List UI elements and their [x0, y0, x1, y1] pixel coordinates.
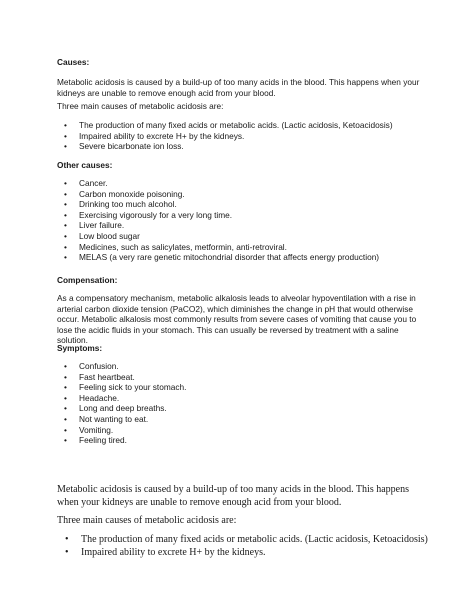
bullet-icon: • — [64, 371, 67, 382]
list-item: • Carbon monoxide poisoning. — [64, 188, 185, 199]
list-item: • Exercising vigorously for a very long time. — [64, 209, 233, 220]
bullet-icon: • — [64, 220, 67, 231]
symptoms-list — [57, 361, 427, 446]
list-item: • Impaired ability to excrete H+ by the kidneys. — [65, 547, 266, 558]
compensation-heading: Compensation: — [57, 275, 118, 285]
bullet-icon: • — [64, 382, 67, 393]
bullet-icon: • — [64, 424, 67, 435]
bullet-icon: • — [65, 534, 69, 545]
list-item: • Long and deep breaths. — [64, 403, 167, 414]
list-item: • Fast heartbeat. — [64, 371, 135, 382]
list-item: • Feeling sick to your stomach. — [64, 382, 187, 393]
list-item: • Vomiting. — [64, 424, 114, 435]
list-item: • Severe bicarbonate ion loss. — [64, 141, 184, 152]
bullet-icon: • — [64, 392, 67, 403]
bullet-icon: • — [64, 188, 67, 199]
list-item: • Confusion. — [64, 361, 119, 371]
bullet-icon: • — [64, 199, 67, 210]
other-causes-heading: Other causes: — [57, 160, 113, 170]
list-item: • Liver failure. — [64, 220, 125, 231]
bullet-icon: • — [65, 547, 69, 558]
list-item: • Feeling tired. — [64, 435, 127, 446]
compensation-paragraph: As a compensatory mechanism, metabolic alkalosis leads to alveolar hypoventilation with a rise in arterial carbon dioxide tension (PaCO2), which diminishes the change in pH that would otherwise occur. Metabolic alkalosis most commonly results from severe cases of vomiting that cause you to lose the acidic fluids in your stomach. This can usually be reversed by treatment with a saline solution. — [57, 293, 417, 346]
list-item: • Not wanting to eat. — [64, 413, 149, 424]
list-item: • Cancer. — [64, 178, 108, 188]
list-item: • Low blood sugar — [64, 230, 140, 241]
symptoms-heading: Symptoms: — [57, 343, 103, 353]
list-item: • Drinking too much alcohol. — [64, 199, 177, 210]
list-item: • Medicines, such as salicylates, metformin, anti-retroviral. — [64, 241, 287, 252]
bullet-icon: • — [64, 435, 67, 446]
serif-intro: Three main causes of metabolic acidosis are: — [57, 515, 237, 526]
causes-paragraph: Metabolic acidosis is caused by a build-up of too many acids in the blood. This happens when your kidneys are unable to remove enough acid from your blood. — [57, 77, 420, 98]
other-causes-list — [57, 178, 427, 263]
bullet-icon: • — [64, 209, 67, 220]
list-item: • Headache. — [64, 392, 120, 403]
bullet-icon: • — [64, 252, 67, 263]
bullet-icon: • — [64, 241, 67, 252]
bullet-icon: • — [64, 178, 67, 188]
three-causes-list — [57, 120, 427, 152]
list-item: • Impaired ability to excrete H+ by the kidneys. — [64, 130, 245, 141]
bullet-icon: • — [64, 120, 67, 130]
bullet-icon: • — [64, 413, 67, 424]
bullet-icon: • — [64, 230, 67, 241]
bullet-icon: • — [64, 403, 67, 414]
list-item: • MELAS (a very rare genetic mitochondrial disorder that affects energy production) — [64, 252, 380, 263]
serif-paragraph: Metabolic acidosis is caused by a build-up of too many acids in the blood. This happens when your kidneys are unable to remove enough acid from your blood. — [57, 484, 409, 508]
bullet-icon: • — [64, 130, 67, 141]
list-item: • The production of many fixed acids or metabolic acids. (Lactic acidosis, Ketoacidosis) — [64, 120, 393, 130]
list-item: • The production of many fixed acids or metabolic acids. (Lactic acidosis, Ketoacidosis) — [65, 534, 428, 545]
three-causes-intro: Three main causes of metabolic acidosis are: — [57, 101, 224, 111]
causes-heading: Causes: — [57, 57, 90, 67]
serif-causes-list — [57, 533, 429, 559]
bullet-icon: • — [64, 141, 67, 152]
bullet-icon: • — [64, 361, 67, 371]
